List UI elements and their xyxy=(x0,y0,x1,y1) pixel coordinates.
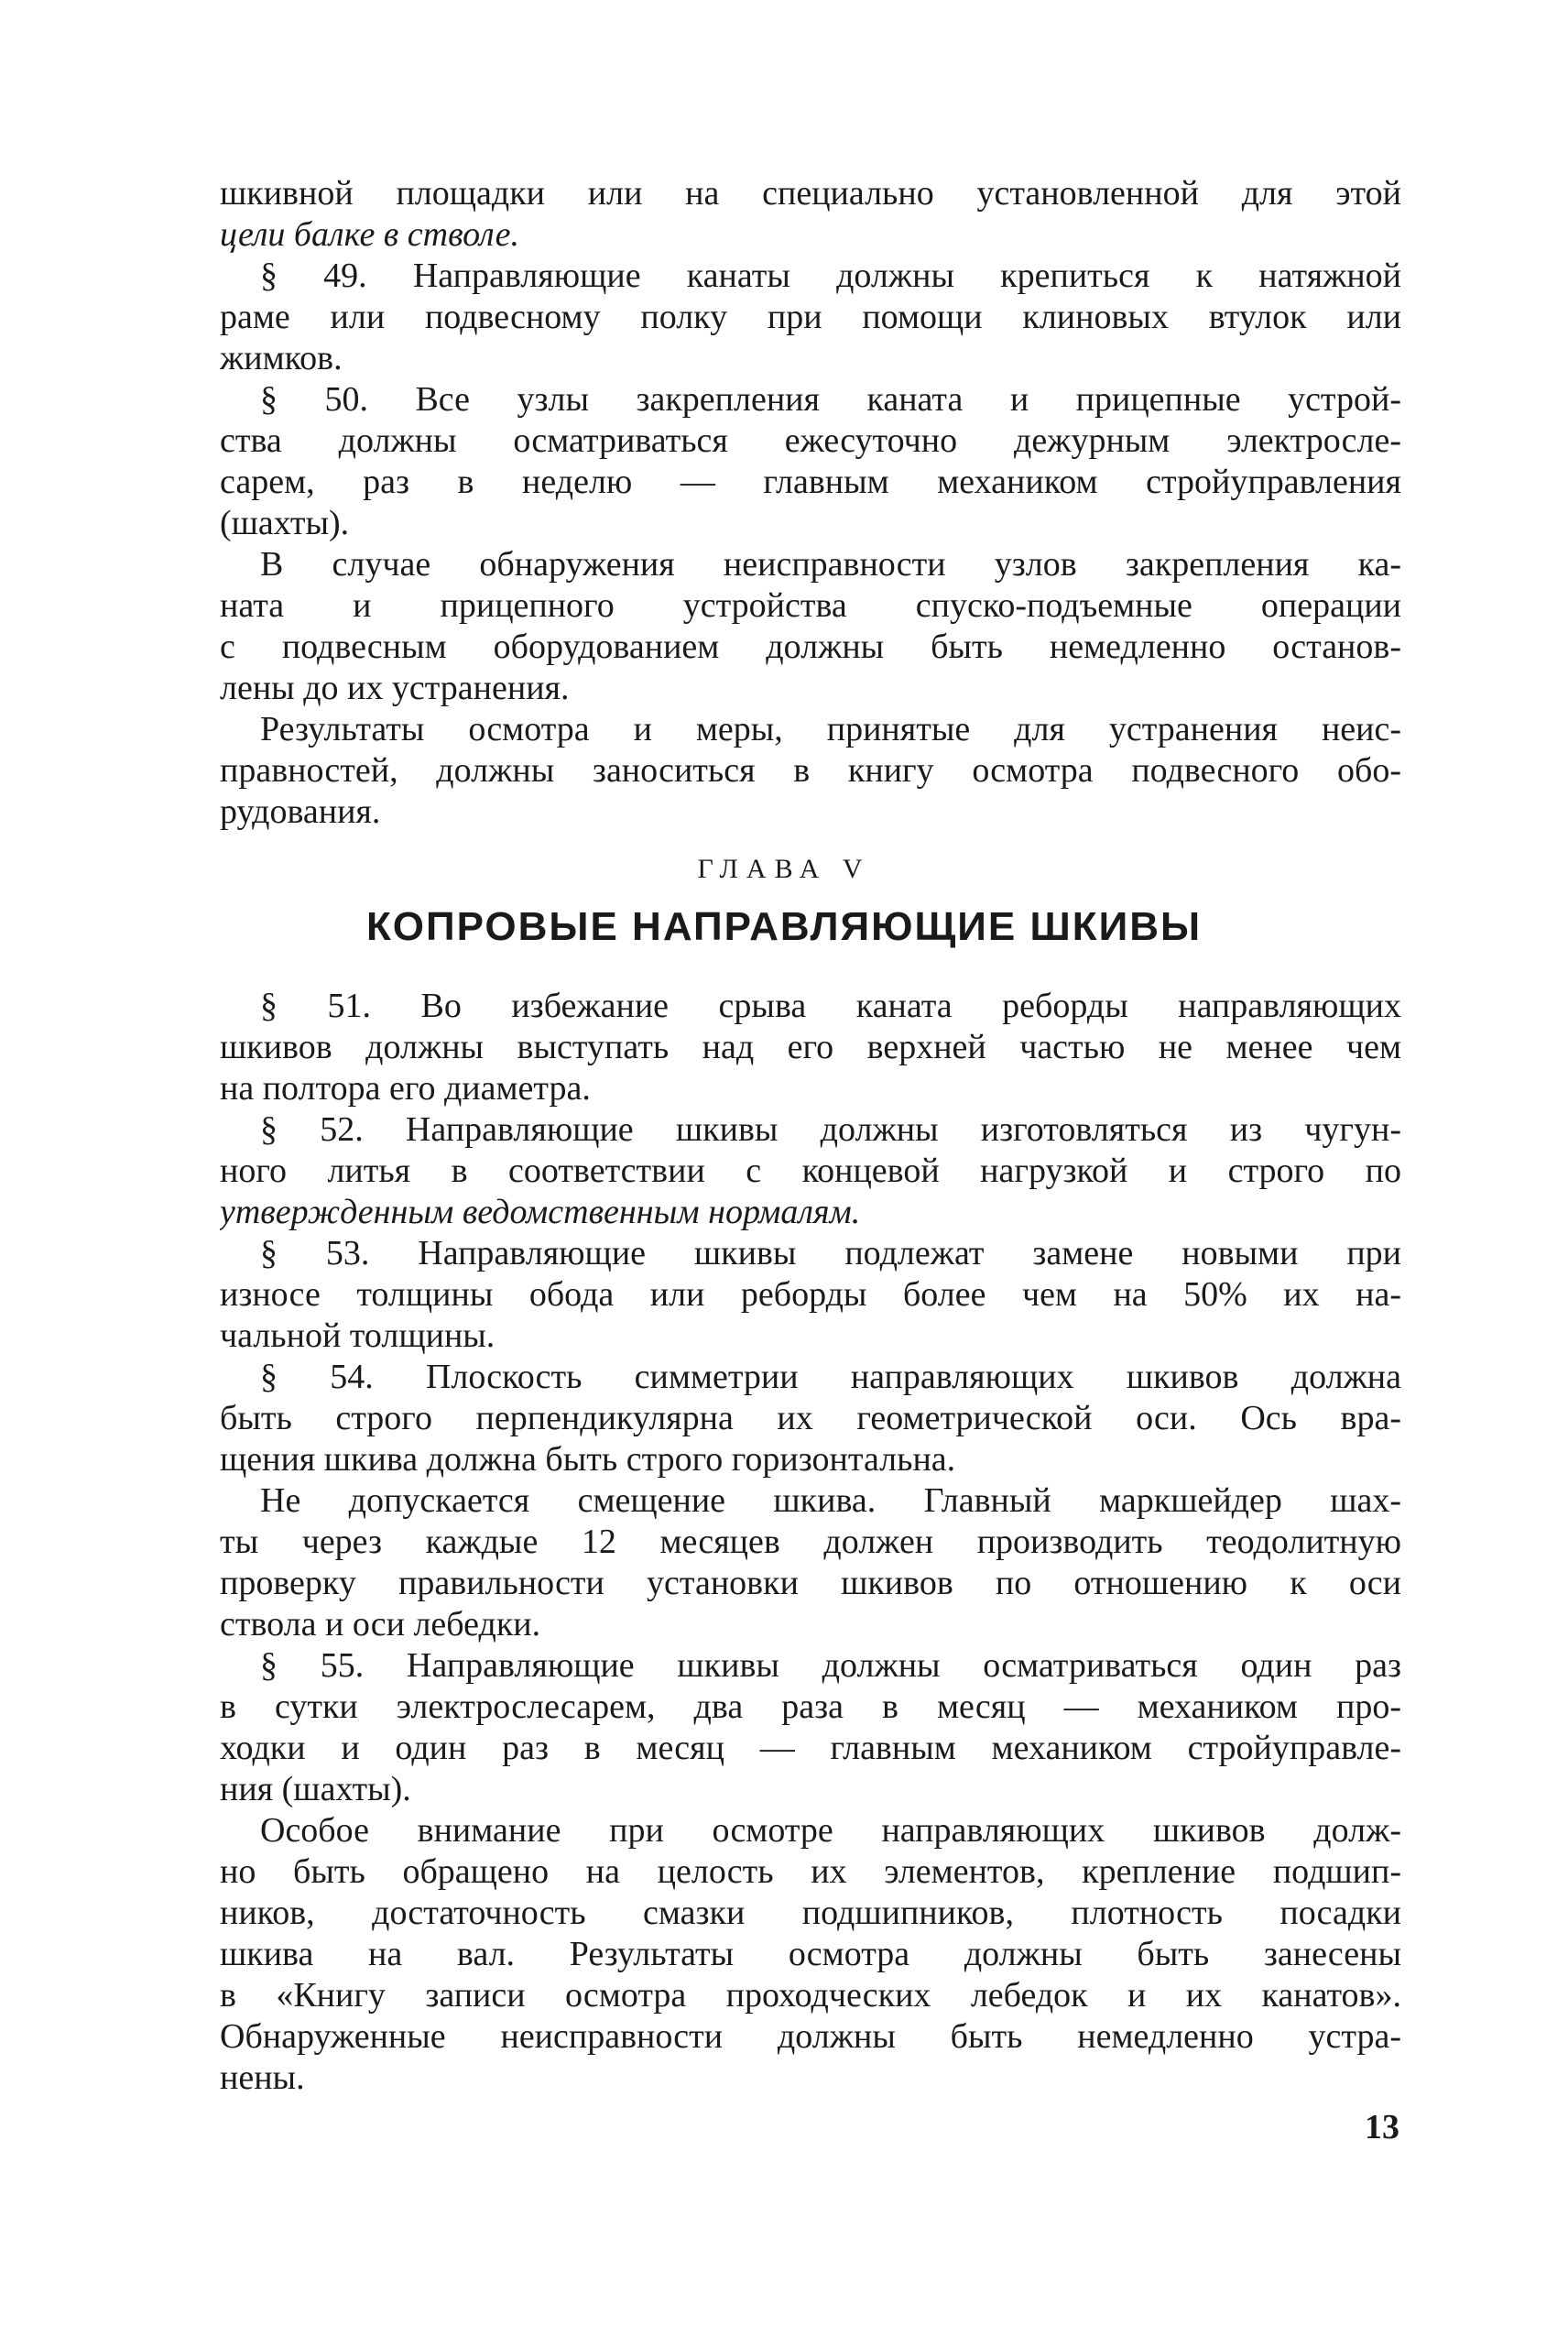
text-block-main xyxy=(220,986,1401,2099)
text-line: ходки и один раз в месяц — главным механиком стройуправле- xyxy=(220,1729,1401,1767)
text-line: чальной толщины. xyxy=(220,1316,495,1355)
page-number: 13 xyxy=(1365,2108,1399,2146)
text-line: износе толщины обода или реборды более чем на 50% их на- xyxy=(220,1275,1401,1314)
text-line: ния (шахты). xyxy=(220,1770,411,1808)
text-line: но быть обращено на целость их элементов, крепление подшип- xyxy=(220,1852,1401,1891)
paragraph xyxy=(220,379,1401,544)
text-line: шкива на вал. Результаты осмотра должны быть занесены xyxy=(220,1935,1401,1973)
text-line: Особое внимание при осмотре направляющих шкивов долж- xyxy=(260,1811,1401,1850)
text-line: § 50. Все узлы закрепления каната и прицепные устрой- xyxy=(260,380,1401,419)
text-line: Не допускается смещение шкива. Главный маркшейдер шах- xyxy=(260,1481,1401,1520)
paragraph xyxy=(220,1480,1401,1645)
text-line: ната и прицепного устройства спуско-подъемные операции xyxy=(220,586,1401,625)
paragraph xyxy=(220,1645,1401,1810)
text-line: § 54. Плоскость симметрии направляющих шкивов должна xyxy=(260,1358,1401,1396)
paragraph xyxy=(220,1109,1401,1233)
text-line: § 49. Направляющие канаты должны крепиться к натяжной xyxy=(260,257,1401,295)
text-line: В случае обнаружения неисправности узлов закрепления ка- xyxy=(260,545,1401,584)
text-line: с подвесным оборудованием должны быть немедленно останов- xyxy=(220,628,1401,666)
text-line: щения шкива должна быть строго горизонтальна. xyxy=(220,1440,956,1479)
text-line: быть строго перпендикулярна их геометрической оси. Ось вра- xyxy=(220,1399,1401,1437)
text-block-top xyxy=(220,173,1401,833)
text-line: проверку правильности установки шкивов по отношению к оси xyxy=(220,1564,1401,1602)
text-line: § 55. Направляющие шкивы должны осматриваться один раз xyxy=(260,1646,1401,1685)
paragraph xyxy=(220,1233,1401,1357)
text-line: цели балке в стволе. xyxy=(220,215,520,254)
chapter-title: КОПРОВЫЕ НАПРАВЛЯЮЩИЕ ШКИВЫ xyxy=(365,904,1203,949)
text-line: нены. xyxy=(220,2058,305,2097)
text-line: лены до их устранения. xyxy=(220,669,570,707)
paragraph xyxy=(220,1810,1401,2099)
text-line: Обнаруженные неисправности должны быть немедленно устра- xyxy=(220,2017,1401,2056)
text-line: рудования. xyxy=(220,792,381,831)
text-line: ты через каждые 12 месяцев должен производить теодолитную xyxy=(220,1523,1401,1561)
text-line: ства должны осматриваться ежесуточно дежурным электросле- xyxy=(220,421,1401,460)
text-line: Результаты осмотра и меры, принятые для устранения неис- xyxy=(260,710,1401,748)
paragraph xyxy=(220,173,1401,256)
text-line: в «Книгу записи осмотра проходческих лебедок и их канатов». xyxy=(220,1976,1401,2015)
text-line: ников, достаточность смазки подшипников, плотность посадки xyxy=(220,1894,1401,1932)
text-line: правностей, должны заноситься в книгу осмотра подвесного обо- xyxy=(220,751,1401,790)
text-line: раме или подвесному полку при помощи клиновых втулок или xyxy=(220,298,1401,336)
paragraph xyxy=(220,986,1401,1109)
text-line: ствола и оси лебедки. xyxy=(220,1605,541,1643)
text-line: § 52. Направляющие шкивы должны изготовляться из чугун- xyxy=(260,1110,1401,1149)
paragraph xyxy=(220,1357,1401,1480)
chapter-label: ГЛАВА V xyxy=(697,854,871,884)
text-line: на полтора его диаметра. xyxy=(220,1069,591,1108)
text-line: (шахты). xyxy=(220,504,350,542)
text-line: утвержденным ведомственным нормалям. xyxy=(220,1193,861,1231)
paragraph xyxy=(220,709,1401,833)
text-line: § 51. Во избежание срыва каната реборды направляющих xyxy=(260,987,1401,1025)
text-line: шкивов должны выступать над его верхней частью не менее чем xyxy=(220,1028,1401,1066)
text-line: шкивной площадки или на специально установленной для этой xyxy=(220,174,1401,213)
text-line: сарем, раз в неделю — главным механиком стройуправления xyxy=(220,463,1401,501)
paragraph xyxy=(220,544,1401,709)
text-line: § 53. Направляющие шкивы подлежат замене новыми при xyxy=(260,1234,1401,1272)
text-line: жимков. xyxy=(220,339,343,377)
paragraph xyxy=(220,256,1401,379)
text-line: ного литья в соответствии с концевой нагрузкой и строго по xyxy=(220,1152,1401,1190)
text-line: в сутки электрослесарем, два раза в месяц — механиком про- xyxy=(220,1687,1401,1726)
